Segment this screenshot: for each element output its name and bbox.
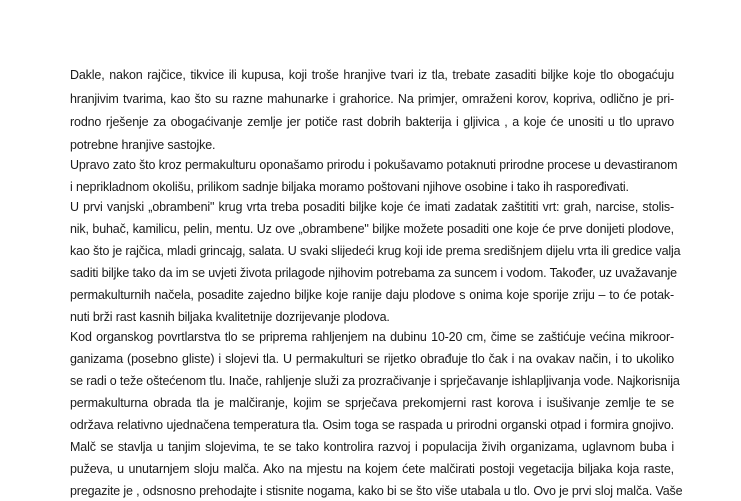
text-line: nik, buhač, kamilicu, pelin, mentu. Uz ove „obrambene" biljke možete posaditi one koje će prve donijeti plodove,	[70, 222, 674, 236]
text-line: nuti brži rast kasnih biljaka kvalitetnije dozrijevanje plodova.	[70, 310, 390, 324]
text-line: kao što je rajčica, mladi grincajg, salata. U svaki slijedeći krug koji ide prema središnjem dijelu vrta ili gredice valja	[70, 244, 681, 258]
text-line: održava relativno ujednačena temperatura tla. Osim toga se raspada u prirodni organski otpad i formira gnojivo.	[70, 418, 674, 432]
text-line: potrebne hranjive sastojke.	[70, 138, 216, 152]
text-line: Upravo zato što kroz permakulturu oponašamo prirodu i pokušavamo potaknuti prirodne procese u devastiranom	[70, 158, 678, 172]
text-line: pregazite je , odsnosno prehodajte i stisnite nogama, kako bi se što više utabala u tlo. Ovo je prvi sloj malča. Vaše	[70, 484, 683, 498]
text-line: U prvi vanjski „obrambeni" krug vrta treba posaditi biljke koje će imati zadatak zaštititi vrt: grah, narcise, stolis-	[70, 200, 674, 214]
text-line: permakulturnih načela, posadite zajedno biljke koje ranije daju plodove s onima koje sporije zriju – to će potak-	[70, 288, 674, 302]
text-line: puževa, u unutarnjem sloju malča. Ako na mjestu na kojem ćete malčirati postoji vegetacija biljaka koja raste,	[70, 462, 674, 476]
text-line: permakulturna obrada tla je malčiranje, kojim se sprječava prekomjerni rast korova i isušivanje zemlje te se	[70, 396, 674, 410]
text-line: Malč se stavlja u tanjim slojevima, te se tako kontrolira razvoj i populacija živih organizama, uglavnom buba i	[70, 440, 674, 454]
text-line: Kod organskog povrtlarstva tlo se priprema rahljenjem na dubinu 10-20 cm, čime se zaštićuje većina mikroor-	[70, 330, 674, 344]
text-line: saditi biljke tako da im se uvjeti života prilagode njihovim potrebama za suncem i vodom. Također, uz uvažavanje	[70, 266, 677, 280]
text-line: ganizama (posebno gliste) i slojevi tla. U permakulturi se rijetko obrađuje tlo čak i na ovakav način, i to ukoliko	[70, 352, 674, 366]
text-line: Dakle, nakon rajčice, tikvice ili kupusa, koji troše hranjive tvari iz tla, trebate zasaditi biljke koje tlo obogaćuju	[70, 68, 674, 82]
text-line: i neprikladnom okolišu, prilikom sadnje biljaka moramo poštovani njihove osobine i tako ih raspoređivati.	[70, 180, 629, 194]
text-line: hranjivim tvarima, kao što su razne mahunarke i grahorice. Na primjer, omraženi korov, kopriva, odlično je pri-	[70, 92, 674, 106]
text-line: se radi o teže oštećenom tlu. Inače, rahljenje služi za prozračivanje i sprječavanje ishlapljivanja vode. Najkorisnija	[70, 374, 680, 388]
text-line: rodno rješenje za obogaćivanje zemlje jer potiče rast dobrih bakterija i gljivica , a koje će unositi u tlo upravo	[70, 115, 674, 129]
